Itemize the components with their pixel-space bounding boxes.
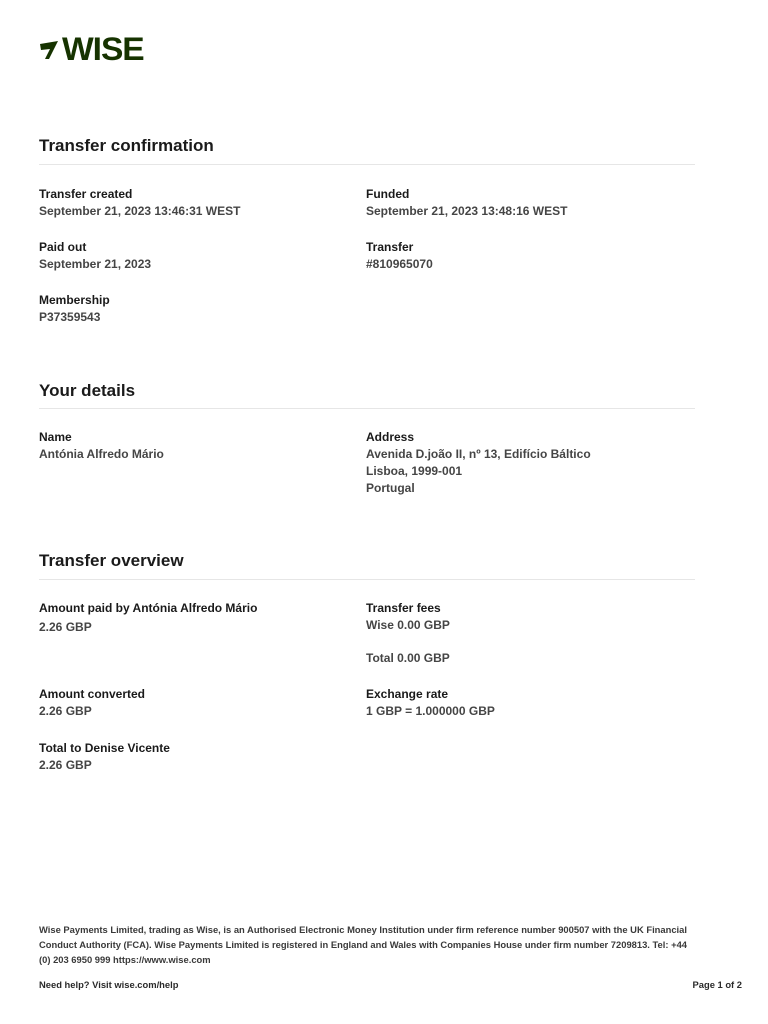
amount-paid-value: 2.26 GBP xyxy=(39,620,92,634)
fees-wise-value: Wise 0.00 GBP xyxy=(366,618,450,632)
transfer-created-label: Transfer created xyxy=(39,187,133,201)
membership-label: Membership xyxy=(39,293,110,307)
address-line-3: Portugal xyxy=(366,481,415,495)
address-field xyxy=(366,429,591,497)
transfer-confirmation-title: Transfer confirmation xyxy=(39,136,214,155)
exchange-rate-label: Exchange rate xyxy=(366,687,449,701)
funded-field xyxy=(366,186,567,220)
amount-converted-label: Amount converted xyxy=(39,687,146,701)
fees-total-value: Total 0.00 GBP xyxy=(366,651,450,665)
total-to-recipient-label: Total to Denise Vicente xyxy=(39,741,170,755)
membership-field xyxy=(39,292,110,326)
amount-converted-value: 2.26 GBP xyxy=(39,704,92,718)
transfer-overview-title: Transfer overview xyxy=(39,551,184,570)
transfer-id-field xyxy=(366,239,433,273)
page-number: Page 1 of 2 xyxy=(692,979,742,990)
wise-logo xyxy=(38,31,144,67)
section-divider xyxy=(39,408,695,409)
address-line-2: Lisboa, 1999-001 xyxy=(366,464,463,478)
address-line-1: Avenida D.joão II, nº 13, Edifício Báltico xyxy=(366,447,591,461)
paid-out-label: Paid out xyxy=(39,240,87,254)
amount-paid-label: Amount paid by Antónia Alfredo Mário xyxy=(39,601,258,615)
amount-paid-field xyxy=(39,600,257,636)
section-divider xyxy=(39,164,695,165)
paid-out-field xyxy=(39,239,151,273)
wise-flag-icon xyxy=(38,38,60,60)
membership-value: P37359543 xyxy=(39,310,101,324)
transfer-fees-label: Transfer fees xyxy=(366,601,441,615)
address-label: Address xyxy=(366,430,415,444)
exchange-rate-value: 1 GBP = 1.000000 GBP xyxy=(366,704,495,718)
total-to-recipient-field xyxy=(39,740,170,774)
transfer-id-value: #810965070 xyxy=(366,257,433,271)
legal-notice: Wise Payments Limited, trading as Wise, is an Authorised Electronic Money Institution under firm reference number 900507 with the UK Financial Conduct Authority (FCA). Wise Payments Limited is registered in England and Wales with Companies House under firm number 7209813. Tel: +44 (0) 203 6950 999 https://www.wise.com xyxy=(39,924,687,965)
name-value: Antónia Alfredo Mário xyxy=(39,447,164,461)
transfer-id-label: Transfer xyxy=(366,240,414,254)
transfer-created-value: September 21, 2023 13:46:31 WEST xyxy=(39,204,241,218)
name-label: Name xyxy=(39,430,72,444)
name-field xyxy=(39,429,164,463)
section-divider xyxy=(39,579,695,580)
transfer-created-field xyxy=(39,186,240,220)
exchange-rate-field xyxy=(366,686,495,720)
funded-label: Funded xyxy=(366,187,410,201)
wise-wordmark: WISE xyxy=(62,31,144,67)
your-details-title: Your details xyxy=(39,381,136,400)
paid-out-value: September 21, 2023 xyxy=(39,257,152,271)
help-text: Need help? Visit wise.com/help xyxy=(39,979,179,990)
total-to-recipient-value: 2.26 GBP xyxy=(39,758,92,772)
funded-value: September 21, 2023 13:48:16 WEST xyxy=(366,204,568,218)
transfer-fees-field xyxy=(366,600,450,667)
amount-converted-field xyxy=(39,686,145,720)
